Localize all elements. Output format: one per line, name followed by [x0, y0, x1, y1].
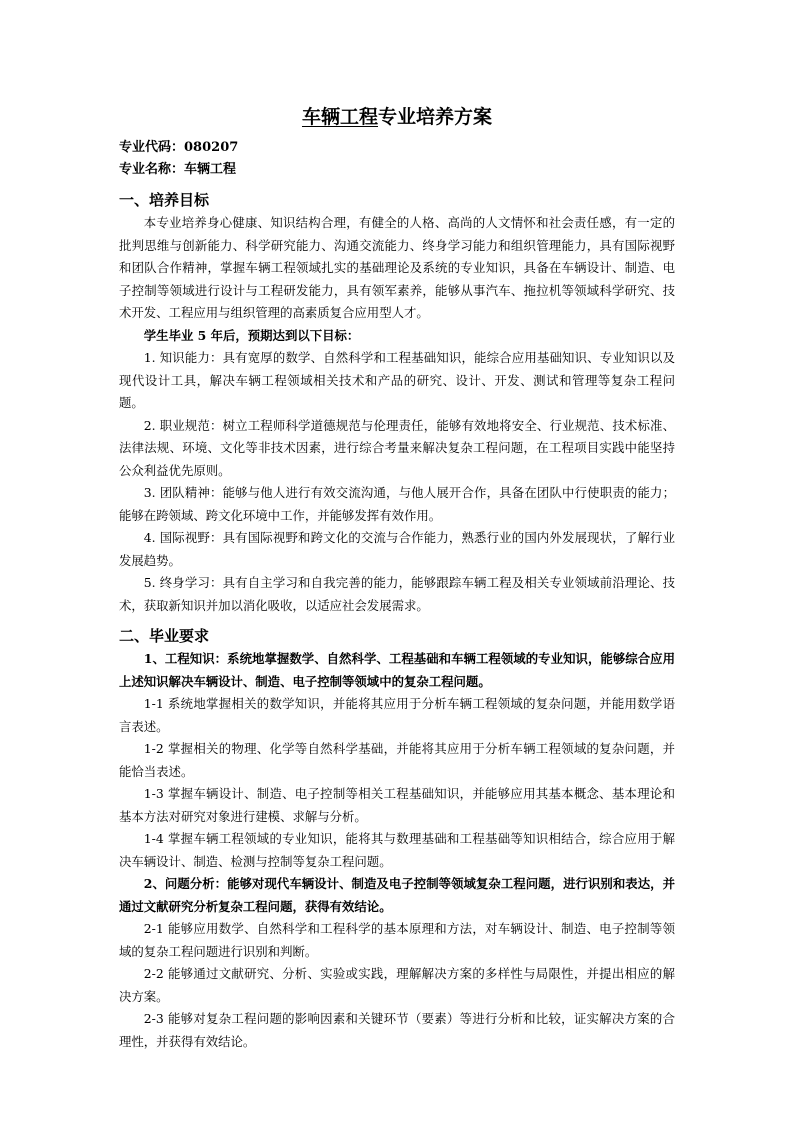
goal-item: 3. 团队精神：能够与他人进行有效交流沟通，与他人展开合作，具备在团队中行使职责的能力；能够在跨领域、跨文化环境中工作，并能够发挥有效作用。 [119, 485, 675, 523]
goal-item: 1. 知识能力：具有宽厚的数学、自然科学和工程基础知识，能综合应用基础知识、专业知识以及现代设计工具，解决车辆工程领域相关技术和产品的研究、设计、开发、测试和管理等复杂工程问题。 [119, 350, 675, 410]
major-name-label: 专业名称： [119, 162, 185, 177]
page-title [119, 103, 675, 131]
requirement-1: 1、工程知识：系统地掌握数学、自然科学、工程基础和车辆工程领域的专业知识，能够综合应用上述知识解决车辆设计、制造、电子控制等领域中的复杂工程问题。 [119, 651, 675, 689]
major-name [119, 159, 675, 181]
requirement-1-item: 1-2 掌握相关的物理、化学等自然科学基础，并能将其应用于分析车辆工程领域的复杂问题，并能恰当表述。 [119, 741, 675, 779]
major-name-value: 车辆工程 [184, 162, 237, 177]
requirement-1-item: 1-3 掌握车辆设计、制造、电子控制等相关工程基础知识，并能够应用其基本概念、基本理论和基本方法对研究对象进行建模、求解与分析。 [119, 786, 675, 824]
section-heading-goals: 一、培养目标 [119, 191, 210, 209]
section-heading-requirements: 二、毕业要求 [119, 627, 210, 645]
major-code [119, 137, 675, 159]
goals-intro: 本专业培养身心健康、知识结构合理，有健全的人格、高尚的人文情怀和社会责任感，有一定的批判思维与创新能力、科学研究能力、沟通交流能力、终身学习能力和组织管理能力，具有国际视野和团队合作精神，掌握车辆工程领域扎实的基础理论及系统的专业知识，具备在车辆设计、制造、电子控制等领域进行设计与工程研发能力，具有领军素养，能够从事汽车、拖拉机等领域科学研究、技术开发、工程应用与组织管理的高素质复合应用型人才。 [119, 215, 675, 320]
major-code-label: 专业代码： [119, 140, 185, 155]
goals-lead: 学生毕业 5 年后，预期达到以下目标： [143, 327, 360, 343]
requirement-2-item: 2-2 能够通过文献研究、分析、实验或实践，理解解决方案的多样性与局限性，并提出相应的解决方案。 [119, 966, 675, 1004]
title-rest: 专业培养方案 [378, 106, 493, 128]
requirement-1-item: 1-4 掌握车辆工程领域的专业知识，能将其与数理基础和工程基础等知识相结合，综合应用于解决车辆设计、制造、检测与控制等复杂工程问题。 [119, 831, 675, 869]
goal-item: 5. 终身学习：具有自主学习和自我完善的能力，能够跟踪车辆工程及相关专业领域前沿理论、技术，获取新知识并加以消化吸收，以适应社会发展需求。 [119, 575, 675, 613]
title-underlined: 车辆工程 [301, 106, 378, 128]
requirement-2-item: 2-3 能够对复杂工程问题的影响因素和关键环节（要素）等进行分析和比较，证实解决方案的合理性，并获得有效结论。 [119, 1011, 675, 1049]
document-body [119, 103, 675, 1053]
requirement-2-item: 2-1 能够应用数学、自然科学和工程科学的基本原理和方法，对车辆设计、制造、电子控制等领域的复杂工程问题进行识别和判断。 [119, 921, 675, 959]
requirement-2: 2、问题分析：能够对现代车辆设计、制造及电子控制等领域复杂工程问题，进行识别和表达，并通过文献研究分析复杂工程问题，获得有效结论。 [119, 876, 675, 914]
goal-item: 4. 国际视野：具有国际视野和跨文化的交流与合作能力，熟悉行业的国内外发展现状，了解行业发展趋势。 [119, 530, 675, 568]
goal-item: 2. 职业规范：树立工程师科学道德规范与伦理责任，能够有效地将安全、行业规范、技术标准、法律法规、环境、文化等非技术因素，进行综合考量来解决复杂工程问题，在工程项目实践中能坚持公众利益优先原则。 [119, 417, 675, 478]
major-code-value: 080207 [184, 140, 239, 155]
requirement-1-item: 1-1 系统地掌握相关的数学知识，并能将其应用于分析车辆工程领域的复杂问题，并能用数学语言表述。 [119, 696, 675, 734]
